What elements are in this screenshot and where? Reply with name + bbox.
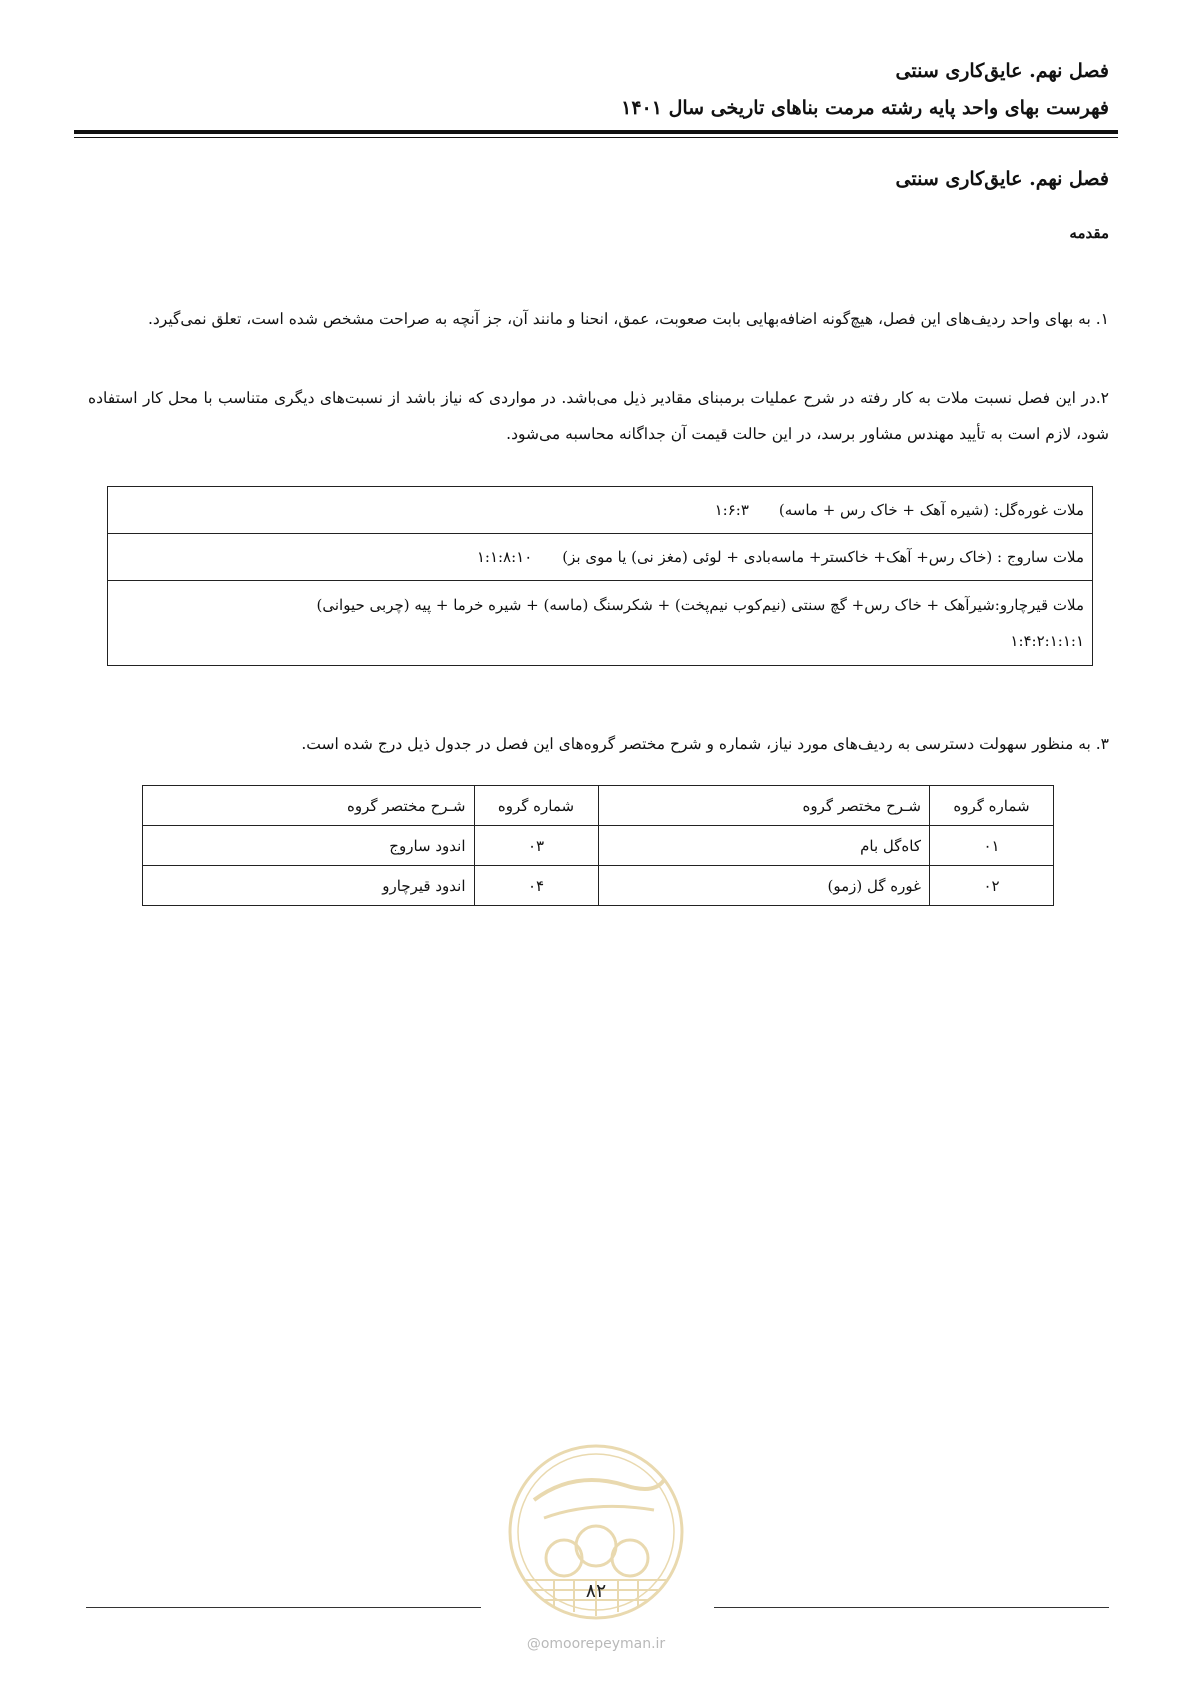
group-number: ۰۴ — [474, 866, 598, 906]
header-rule-thin — [74, 137, 1118, 138]
group-number: ۰۳ — [474, 826, 598, 866]
header-group-number: شماره گروه — [474, 786, 598, 826]
footer-rule-left — [86, 1607, 481, 1608]
group-number: ۰۲ — [930, 866, 1054, 906]
mortar-cell — [108, 534, 1093, 581]
table-row — [108, 534, 1093, 581]
group-description: کاه‌گل بام — [598, 826, 930, 866]
mortar-ratio: ۱:۱:۸:۱۰ — [476, 548, 533, 566]
header-group-number: شماره گروه — [930, 786, 1054, 826]
mortar-ratio: ۱:۶:۳ — [714, 501, 749, 519]
table-row — [108, 581, 1093, 666]
paragraph-2: ۲.در این فصل نسبت ملات به کار رفته در شرح عملیات برمبنای مقادیر ذیل می‌باشد. در مواردی که نیاز باشد از نسبت‌های دیگری متناسب با محل کار استفاده شود، لازم است به تأیید مهندس مشاور برسد، در این حالت قیمت آن جداگانه محاسبه می‌شود. — [88, 388, 1109, 443]
header-group-description: شـرح مختصر گروه — [143, 786, 475, 826]
mortar-name: ملات غوره‌گل: (شیره آهک + خاک رس + ماسه) — [778, 501, 1084, 519]
group-table — [142, 785, 1054, 906]
mortar-cell — [108, 487, 1093, 534]
mortar-ratio: ۱:۴:۲:۱:۱:۱ — [1010, 632, 1084, 650]
mortar-name: ملات ساروج : (خاک رس+ آهک+ خاکستر+ ماسه‌بادی + لوئی (مغز نی) یا موی بز) — [562, 548, 1084, 566]
intro-heading: مقدمه — [1069, 224, 1109, 242]
mortar-name: ملات قیرچارو:شیرآهک + خاک رس+ گچ سنتی (نیم‌کوب نیم‌پخت) + شکرسنگ (ماسه) + شیره خرما + پیه (چربی حیوانی) — [316, 596, 1084, 614]
mortar-ratio-table — [107, 486, 1093, 666]
footer-rule-right — [714, 1607, 1109, 1608]
header-rule-thick — [74, 130, 1118, 134]
group-description: اندود ساروج — [143, 826, 475, 866]
table-row — [143, 866, 1054, 906]
mortar-cell — [108, 581, 1093, 666]
group-description: اندود قیرچارو — [143, 866, 475, 906]
paragraph-1: ۱. به بهای واحد ردیف‌های این فصل، هیچ‌گونه اضافه‌بهایی بابت صعوبت، عمق، انحنا و مانند آن، جز آنچه به صراحت مشخص شده است، تعلق نمی‌گیرد. — [147, 309, 1109, 328]
header-subtitle: فهرست بهای واحد پایه رشته مرمت بناهای تاریخی سال ۱۴۰۱ — [621, 97, 1109, 119]
watermark-url: @omoorepeyman.ir — [526, 1636, 666, 1652]
paragraph-3: ۳. به منظور سهولت دسترسی به ردیف‌های مورد نیاز، شماره و شرح مختصر گروه‌های این فصل در جدول ذیل درج شده است. — [301, 734, 1109, 753]
table-row — [143, 826, 1054, 866]
table-header-row — [143, 786, 1054, 826]
header-group-description: شـرح مختصر گروه — [598, 786, 930, 826]
group-number: ۰۱ — [930, 826, 1054, 866]
page-number: ۸۲ — [585, 1580, 607, 1602]
header-chapter: فصل نهم. عایق‌کاری سنتی — [895, 60, 1109, 82]
group-description: غوره گل (زمو) — [598, 866, 930, 906]
table-row — [108, 487, 1093, 534]
chapter-title: فصل نهم. عایق‌کاری سنتی — [895, 168, 1109, 190]
